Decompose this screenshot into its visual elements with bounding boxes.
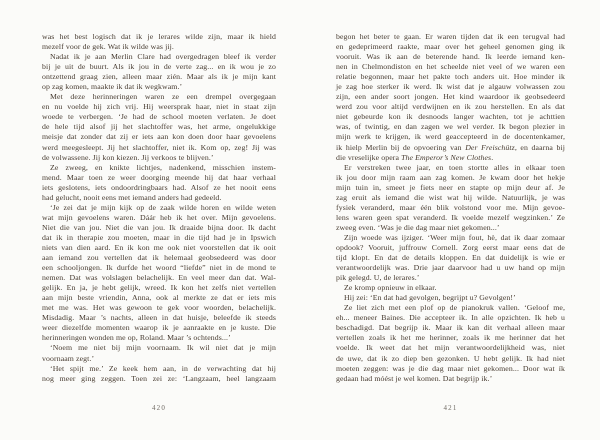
text-line: wat mijn gevoelens waren. Dáár heb ik het over. Mijn gevoelens.: [42, 212, 276, 222]
text-line: voornaam zegt.’: [42, 353, 95, 363]
text-line: ik hielp Merlin bij de opvoering van Der Freischütz, en daarna bij: [336, 142, 565, 152]
text-line: eh... meneer Baines. Die accepteer ik. In alle opzichten. Ik heb u: [336, 313, 565, 323]
page-left: [42, 32, 276, 412]
text-line: bij je uit de buurt. Als ik jou in de verte zag... en ik wou je zo: [42, 62, 276, 72]
text-line: op zag komen, maakte ik dat ik wegkwam.’: [42, 82, 183, 92]
text-line: opdook? Vooruit, juffrouw Cornell. Zorg eerst maar eens dat de: [336, 242, 565, 252]
text-line: de uwe, dat ik zo diep ben gezonken. U hebt gelijk. Ik had niet: [336, 353, 565, 363]
text-line: mijn tuin in, smeet je fiets neer en stapte op mijn deur af. Je: [336, 182, 565, 192]
text-line: Misdadig. Maar ’s nachts, alleen in dat huisje, beleefde ik steeds: [42, 313, 276, 323]
text-line: Nadat ik je aan Merlin Clare had overgedragen bleef ik verder: [50, 52, 276, 62]
text-line: zag eruit als iemand die wist wat hij wilde. Natuurlijk, je was: [336, 192, 565, 202]
text-line: aan mijn beste vriendin, Anna, ook al merkte ze dat er iets mis: [42, 293, 276, 303]
text-line: Met deze herinneringen waren ze een drempel overgegaan: [50, 92, 276, 102]
text-line: ontzettend graag zien, alleen maar zién. Maar als ik je mijn kant: [42, 72, 276, 82]
text-line: moeten zeggen: was je die dag maar niet gekomen... Door wat ík: [336, 363, 565, 373]
text-line: voelde. Ik weet dat het mijn verantwoordelijkheid was, niet: [336, 343, 565, 353]
text-line: vertellen zoals ik het me herinner, zoals ik me herinner dat het: [336, 333, 565, 343]
text-line: nen in Chelmondiston en het scheelde niet veel of we waren een: [336, 62, 565, 72]
text-line: Ze zweeg, en knikte lichtjes, nadenkend, misschien instem-: [50, 162, 276, 172]
page-number-right: 421: [443, 404, 458, 412]
text-line: had gelucht, nooit eens met iemand anders had gedeeld.: [42, 192, 222, 202]
text-line: tijd klopt. En dat de details kloppen. En dat duidelijk is wie er: [336, 253, 565, 263]
text-line: je zag hoe sterker ik werd. Ik wist dat je algauw volwassen zou: [336, 82, 565, 92]
text-line: iets geslotens, iets ondoordringbaars had. Alsof ze het nooit eens: [42, 182, 276, 192]
text-line: meisje dat zonder dat zij er iets aan kon doen door haar gevoelens: [42, 132, 276, 142]
text-line: aan iemand zou vertellen dat ik helemaal geobsedeerd was door: [42, 253, 276, 263]
page-left-text: [42, 32, 276, 384]
text-line: beschadigd. Dat begrijp ik. Maar ik kan dit verhaal alleen maar: [336, 323, 565, 333]
text-line: mijn werk te krijgen, ik werd geaccepteerd in de docentenkamer,: [336, 132, 565, 142]
text-line: dat ik in therapie zou moeten, maar in die tijd had je in Ipswich: [42, 232, 276, 242]
text-line: vooruit. Was ik aan de beterende hand. Ik leerde iemand ken-: [336, 52, 565, 62]
text-line: begon het beter te gaan. Er waren tijden dat ik een terugval had: [336, 32, 565, 41]
text-line: verantwoordelijk was. Drie jaar daarvoor had u uw hand op mijn: [336, 263, 565, 273]
text-line: gelijk. En ja, je hebt gelijk, wreed. Ik kon het zelfs niet vertellen: [42, 283, 276, 293]
text-line: pik gelegd. U, de lerares.’: [336, 273, 420, 283]
text-line: gedaan had móést je wel komen. Dat begrijp ik.’: [336, 373, 493, 383]
text-line: niet gebeurde kon ik desnoods langer wachten, tot je achttien: [336, 112, 565, 122]
page-right-text: [336, 32, 565, 384]
text-line: die vreselijke opera The Emperor’s New Clothes.: [336, 152, 494, 162]
text-line: Niet die van jou. Niet die van jou. Ik draaide bijna door. Ik dacht: [42, 222, 276, 232]
text-line: was het best logisch dat ik je lerares wilde zijn, maar ik hield: [42, 32, 276, 41]
text-line: de hele tijd alsof jij het slachtoffer was, het arme, ongelukkige: [42, 122, 276, 132]
text-line: Ze liet zich met een plof op de pianokruk vallen. ‘Geloof me,: [344, 303, 565, 313]
text-line: met me was. Het was gewoon te gek voor woorden, belachelijk.: [42, 303, 276, 313]
text-line: mezelf voor de gek. Wat ik wilde was jij.: [42, 42, 174, 52]
text-line: mend. Maar toen ze weer doorging meende hij dat haar verhaal: [42, 172, 276, 182]
text-line: ‘Je zei dat je mijn kijk op de zaak wilde horen en wilde weten: [50, 202, 276, 212]
text-line: weer diezelfde momenten waarop ik je aanraakte en je kuste. Die: [42, 323, 276, 333]
text-line: was, of twintig, en dan zagen we wel verder. Ik begon plezier in: [336, 122, 565, 132]
text-line: fysiek veranderd, maar één blik volstond voor me. Mijn gevoe-: [336, 202, 565, 212]
text-line: lens waren geen spat veranderd. Ik voelde mezelf wegzinken.’ Ze: [336, 212, 565, 222]
text-line: herinneringen wonden me op, Roland. Maar ’s ochtends...’: [42, 333, 231, 343]
text-line: relatie begonnen, maar het pakte toch anders uit. Hoe minder ik: [336, 72, 565, 82]
text-line: Er verstreken twee jaar, en toen stortte alles in elkaar toen: [344, 162, 565, 172]
page-right: [336, 32, 565, 412]
text-line: nemen. Dat was volslagen belachelijk. En veel meer dan dat. Wal-: [42, 273, 276, 283]
text-line: niets van dien aard. En ik kon me ook niet voorstellen dat ik ooit: [42, 242, 276, 252]
text-line: de volwassene. Jij kon kiezen. Jij verkoos te blijven.’: [42, 152, 214, 162]
text-line: en nu voelde hij zich vrij. Hij weersprak haar, niet in staat zijn: [42, 102, 276, 112]
text-line: ‘Noem me niet bij mijn voornaam. Ik wil niet dat je mijn: [50, 343, 276, 353]
text-line: ik jou door mijn raam aan zag komen. Je kwam door het hekje: [336, 172, 565, 182]
text-line: nog meer ging zeggen. Toen zei ze: ‘Langzaam, heel langzaam: [42, 373, 276, 383]
page-number-left: 420: [151, 404, 167, 412]
text-line: Zijn woede was ijziger. ‘Weer mijn fout, hè, dat ik daar zomaar: [344, 232, 565, 242]
text-line: woede te verbergen. ‘Je had de school moeten verlaten. Je doet: [42, 112, 276, 122]
text-line: Hij zei: ‘En dat had gevolgen, begrijpt u? Gevolgen!’: [344, 293, 516, 303]
text-line: en gedeprimeerd raakte, maar over het geheel genomen ging ik: [336, 42, 565, 52]
text-line: ‘Het spijt me.’ Ze keek hem aan, in de verwachting dat hij: [50, 363, 276, 373]
text-line: zweeg even. ‘Was je die dag maar niet gekomen...’: [336, 222, 500, 232]
text-line: een schooljongen. Ik durfde het woord “liefde” niet in de mond te: [42, 263, 276, 273]
text-line: werd meegesleept. Jij het slachtoffer, niet ik. Kom op, zeg! Jij was: [42, 142, 276, 152]
text-line: Ze kromp opnieuw in elkaar.: [344, 283, 437, 293]
text-line: werd zou voor altijd verdwijnen en ik zou herstellen. En als dat: [336, 102, 565, 112]
text-line: zijn, een ander soort jongen. Het kind waardoor ik geobsedeerd: [336, 92, 565, 102]
